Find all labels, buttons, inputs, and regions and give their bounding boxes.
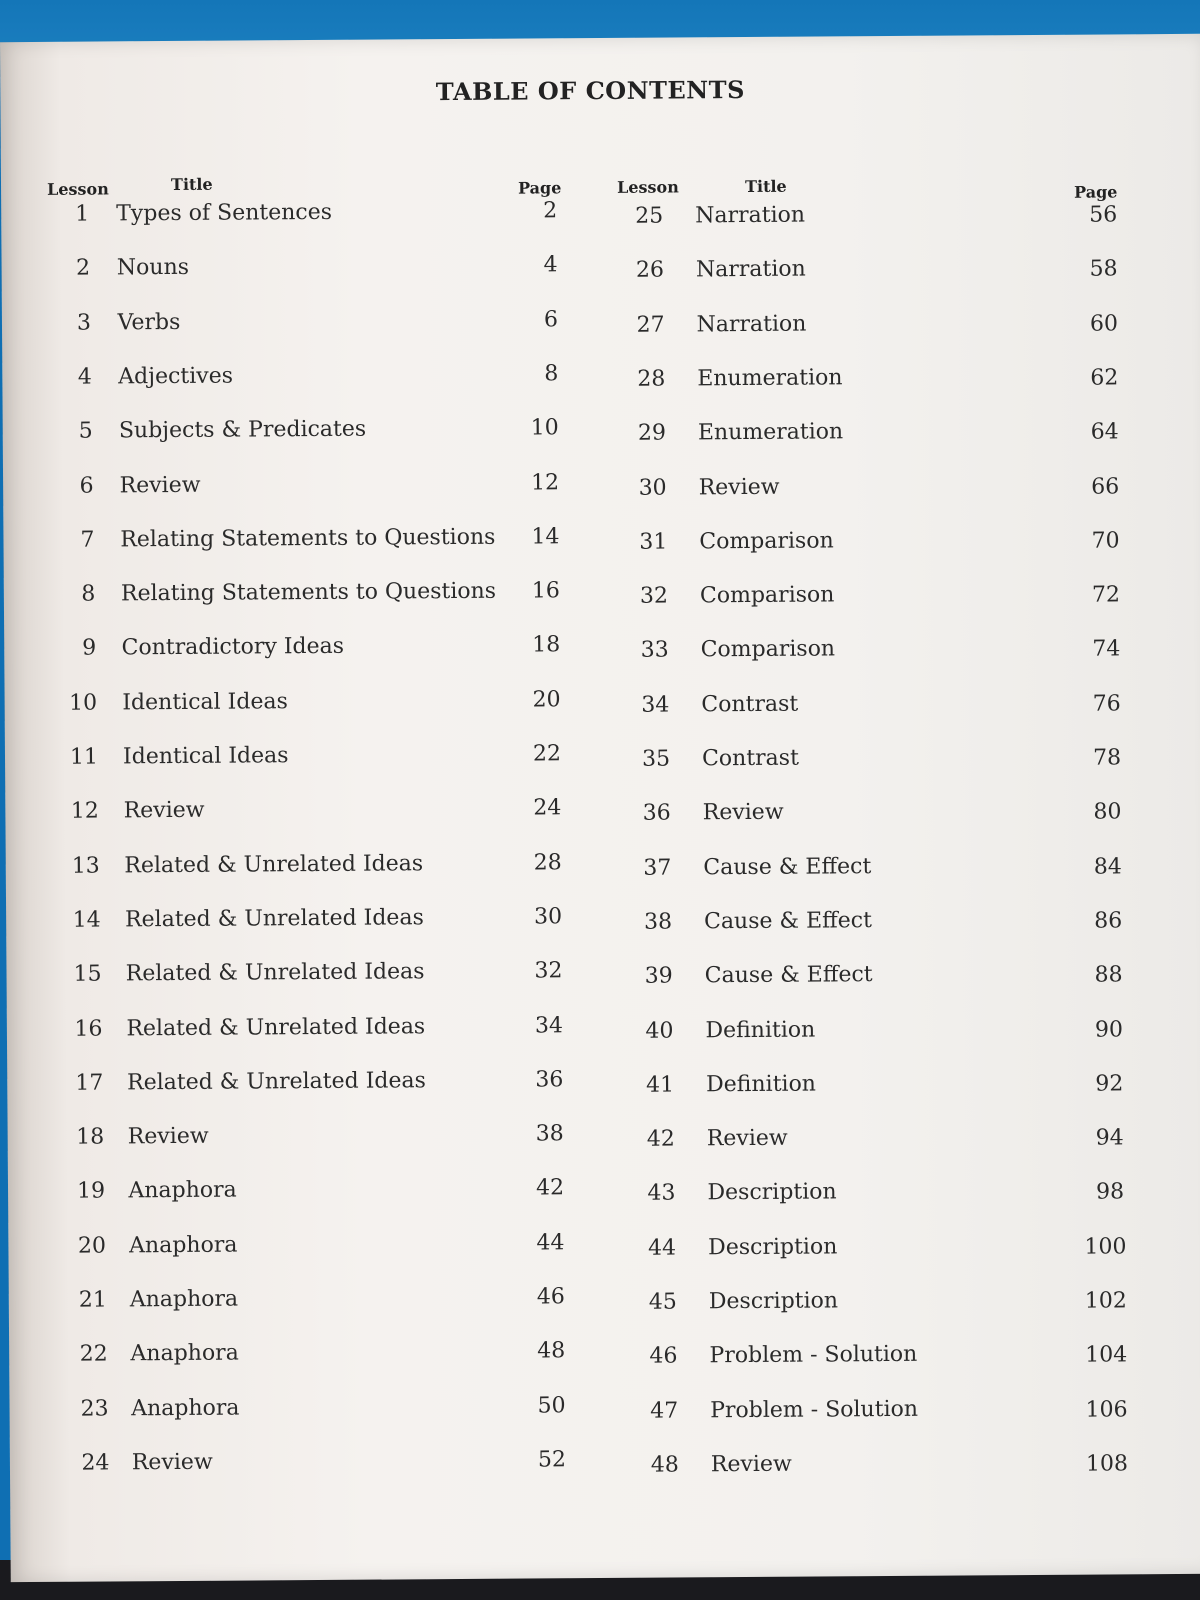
lesson-title: Review xyxy=(127,1123,209,1150)
lesson-number: 42 xyxy=(646,1126,675,1152)
lesson-page: 32 xyxy=(534,958,563,984)
lesson-page: 34 xyxy=(534,1012,563,1038)
lesson-page: 12 xyxy=(531,469,560,495)
lesson-title: Identical Ideas xyxy=(122,688,288,716)
lesson-title: Enumeration xyxy=(697,419,844,446)
header-right-page: Page xyxy=(1074,182,1118,202)
lesson-page: 72 xyxy=(1091,582,1120,608)
lesson-page: 108 xyxy=(1085,1451,1129,1477)
lesson-title: Identical Ideas xyxy=(122,743,289,770)
lesson-number: 15 xyxy=(73,961,102,987)
lesson-title: Enumeration xyxy=(697,365,843,392)
lesson-number: 47 xyxy=(650,1398,679,1424)
lesson-title: Narration xyxy=(695,256,806,283)
lesson-title: Related & Unrelated Ideas xyxy=(126,1013,426,1041)
lesson-page: 102 xyxy=(1084,1288,1127,1314)
lesson-page: 70 xyxy=(1091,528,1120,554)
lesson-title: Contrast xyxy=(701,745,799,772)
lesson-page: 92 xyxy=(1095,1071,1124,1097)
lesson-page: 30 xyxy=(534,904,563,930)
lesson-page: 62 xyxy=(1090,365,1119,391)
lesson-page: 52 xyxy=(537,1447,567,1473)
lesson-number: 16 xyxy=(74,1015,103,1042)
lesson-title: Narration xyxy=(696,311,807,337)
lesson-title: Related & Unrelated Ideas xyxy=(124,905,424,933)
lesson-number: 28 xyxy=(637,366,666,392)
lesson-number: 45 xyxy=(648,1289,677,1315)
lesson-number: 4 xyxy=(77,364,92,390)
lesson-page: 48 xyxy=(537,1338,566,1364)
lesson-title: Review xyxy=(123,798,205,824)
lesson-title: Anaphora xyxy=(129,1232,238,1259)
lesson-number: 2 xyxy=(76,255,91,281)
lesson-title: Problem - Solution xyxy=(710,1396,919,1423)
lesson-page: 22 xyxy=(532,741,562,767)
lesson-number: 31 xyxy=(639,529,668,555)
lesson-page: 86 xyxy=(1094,908,1123,934)
lesson-title: Adjectives xyxy=(118,363,234,390)
lesson-number: 22 xyxy=(79,1341,108,1367)
lesson-number: 10 xyxy=(69,690,98,716)
lesson-number: 34 xyxy=(641,692,670,718)
lesson-page: 60 xyxy=(1089,310,1119,337)
lesson-number: 37 xyxy=(643,855,672,881)
lesson-page: 98 xyxy=(1095,1179,1125,1205)
lesson-title: Contrast xyxy=(701,691,799,717)
lesson-title: Cause & Effect xyxy=(703,853,872,880)
lesson-page: 8 xyxy=(544,361,559,387)
lesson-number: 9 xyxy=(82,635,97,662)
header-left-title: Title xyxy=(170,174,213,194)
lesson-number: 25 xyxy=(635,203,664,229)
lesson-page: 106 xyxy=(1085,1396,1128,1423)
lesson-number: 12 xyxy=(70,798,99,825)
lesson-title: Review xyxy=(702,800,784,826)
lesson-page: 94 xyxy=(1095,1125,1124,1151)
lesson-number: 38 xyxy=(643,909,673,935)
lesson-title: Relating Statements to Questions xyxy=(120,524,496,553)
lesson-title: Contradictory Ideas xyxy=(121,634,345,661)
lesson-page: 84 xyxy=(1093,853,1122,880)
lesson-number: 5 xyxy=(78,418,93,444)
lesson-title: Description xyxy=(708,1234,838,1260)
lesson-title: Anaphora xyxy=(129,1286,239,1313)
lesson-title: Problem - Solution xyxy=(709,1342,918,1369)
lesson-title: Verbs xyxy=(117,309,181,335)
lesson-number: 29 xyxy=(637,420,667,446)
lesson-number: 35 xyxy=(641,746,671,772)
lesson-page: 2 xyxy=(543,198,558,224)
lesson-title: Review xyxy=(710,1451,792,1478)
lesson-number: 23 xyxy=(80,1396,109,1422)
lesson-page: 46 xyxy=(536,1284,565,1310)
header-left-lesson: Lesson xyxy=(46,179,109,199)
lesson-title: Anaphora xyxy=(131,1395,240,1421)
lesson-page: 44 xyxy=(536,1229,565,1256)
lesson-title: Description xyxy=(707,1179,837,1206)
lesson-number: 43 xyxy=(647,1180,676,1207)
book-page xyxy=(0,34,1200,1582)
lesson-title: Related & Unrelated Ideas xyxy=(125,959,425,987)
lesson-number: 7 xyxy=(80,527,95,553)
lesson-number: 20 xyxy=(77,1233,107,1259)
lesson-number: 40 xyxy=(645,1018,674,1044)
lesson-title: Subjects & Predicates xyxy=(118,416,367,444)
lesson-number: 41 xyxy=(646,1072,675,1098)
lesson-title: Related & Unrelated Ideas xyxy=(124,850,424,878)
header-left-page: Page xyxy=(517,178,562,198)
lesson-number: 27 xyxy=(636,312,665,338)
lesson-number: 21 xyxy=(78,1287,107,1313)
lesson-number: 44 xyxy=(648,1235,677,1261)
lesson-title: Description xyxy=(708,1288,839,1315)
lesson-title: Types of Sentences xyxy=(116,199,333,227)
lesson-page: 38 xyxy=(535,1121,564,1147)
lesson-page: 10 xyxy=(530,415,559,441)
lesson-page: 100 xyxy=(1084,1234,1127,1260)
lesson-title: Review xyxy=(698,474,780,500)
lesson-number: 18 xyxy=(76,1124,105,1150)
lesson-title: Review xyxy=(706,1125,788,1152)
lesson-number: 48 xyxy=(650,1452,679,1478)
lesson-title: Cause & Effect xyxy=(704,962,873,989)
lesson-page: 104 xyxy=(1085,1342,1128,1368)
lesson-page: 6 xyxy=(543,306,559,332)
lesson-number: 33 xyxy=(640,637,669,664)
lesson-title: Related & Unrelated Ideas xyxy=(126,1068,426,1096)
lesson-page: 56 xyxy=(1089,202,1118,228)
lesson-title: Review xyxy=(131,1449,213,1476)
lesson-number: 11 xyxy=(69,744,99,770)
lesson-page: 90 xyxy=(1094,1016,1124,1043)
lesson-number: 32 xyxy=(639,583,669,609)
lesson-page: 78 xyxy=(1092,745,1122,771)
lesson-title: Cause & Effect xyxy=(703,908,873,935)
lesson-number: 13 xyxy=(71,853,100,879)
lesson-page: 4 xyxy=(543,252,558,278)
lesson-number: 6 xyxy=(79,473,94,499)
lesson-page: 36 xyxy=(535,1067,564,1093)
lesson-page: 76 xyxy=(1092,691,1121,717)
lesson-page: 20 xyxy=(532,686,561,713)
header-right-title: Title xyxy=(744,176,787,196)
lesson-title: Relating Statements to Questions xyxy=(120,578,497,607)
lesson-page: 28 xyxy=(533,849,562,876)
lesson-page: 14 xyxy=(531,524,560,550)
lesson-number: 36 xyxy=(642,800,671,827)
lesson-number: 3 xyxy=(76,310,92,336)
lesson-number: 1 xyxy=(75,201,90,227)
lesson-title: Nouns xyxy=(116,255,190,281)
lesson-number: 24 xyxy=(81,1450,110,1476)
lesson-page: 50 xyxy=(537,1392,566,1419)
lesson-title: Comparison xyxy=(699,582,835,609)
lesson-number: 19 xyxy=(76,1178,106,1205)
lesson-page: 18 xyxy=(532,632,561,658)
lesson-page: 64 xyxy=(1090,419,1119,445)
lesson-title: Narration xyxy=(695,202,806,229)
lesson-page: 74 xyxy=(1092,636,1121,662)
lesson-number: 17 xyxy=(75,1070,104,1096)
lesson-number: 8 xyxy=(81,581,96,607)
lesson-page: 66 xyxy=(1091,473,1120,500)
header-right-lesson: Lesson xyxy=(616,177,679,197)
lesson-page: 42 xyxy=(535,1175,565,1201)
lesson-page: 80 xyxy=(1093,799,1122,825)
lesson-title: Comparison xyxy=(700,636,836,663)
lesson-page: 88 xyxy=(1094,962,1123,988)
lesson-title: Review xyxy=(119,472,201,498)
lesson-title: Anaphora xyxy=(130,1340,239,1367)
lesson-number: 39 xyxy=(644,963,673,989)
lesson-number: 14 xyxy=(72,907,101,933)
lesson-number: 26 xyxy=(635,257,665,284)
lesson-title: Definition xyxy=(705,1017,816,1043)
page-title: TABLE OF CONTENTS xyxy=(435,74,745,107)
lesson-page: 16 xyxy=(531,578,560,604)
lesson-number: 30 xyxy=(638,475,667,501)
lesson-title: Definition xyxy=(706,1071,817,1098)
lesson-number: 46 xyxy=(649,1343,678,1369)
lesson-title: Comparison xyxy=(699,528,834,555)
lesson-title: Anaphora xyxy=(128,1177,237,1204)
lesson-page: 24 xyxy=(533,795,562,821)
lesson-page: 58 xyxy=(1089,256,1118,282)
